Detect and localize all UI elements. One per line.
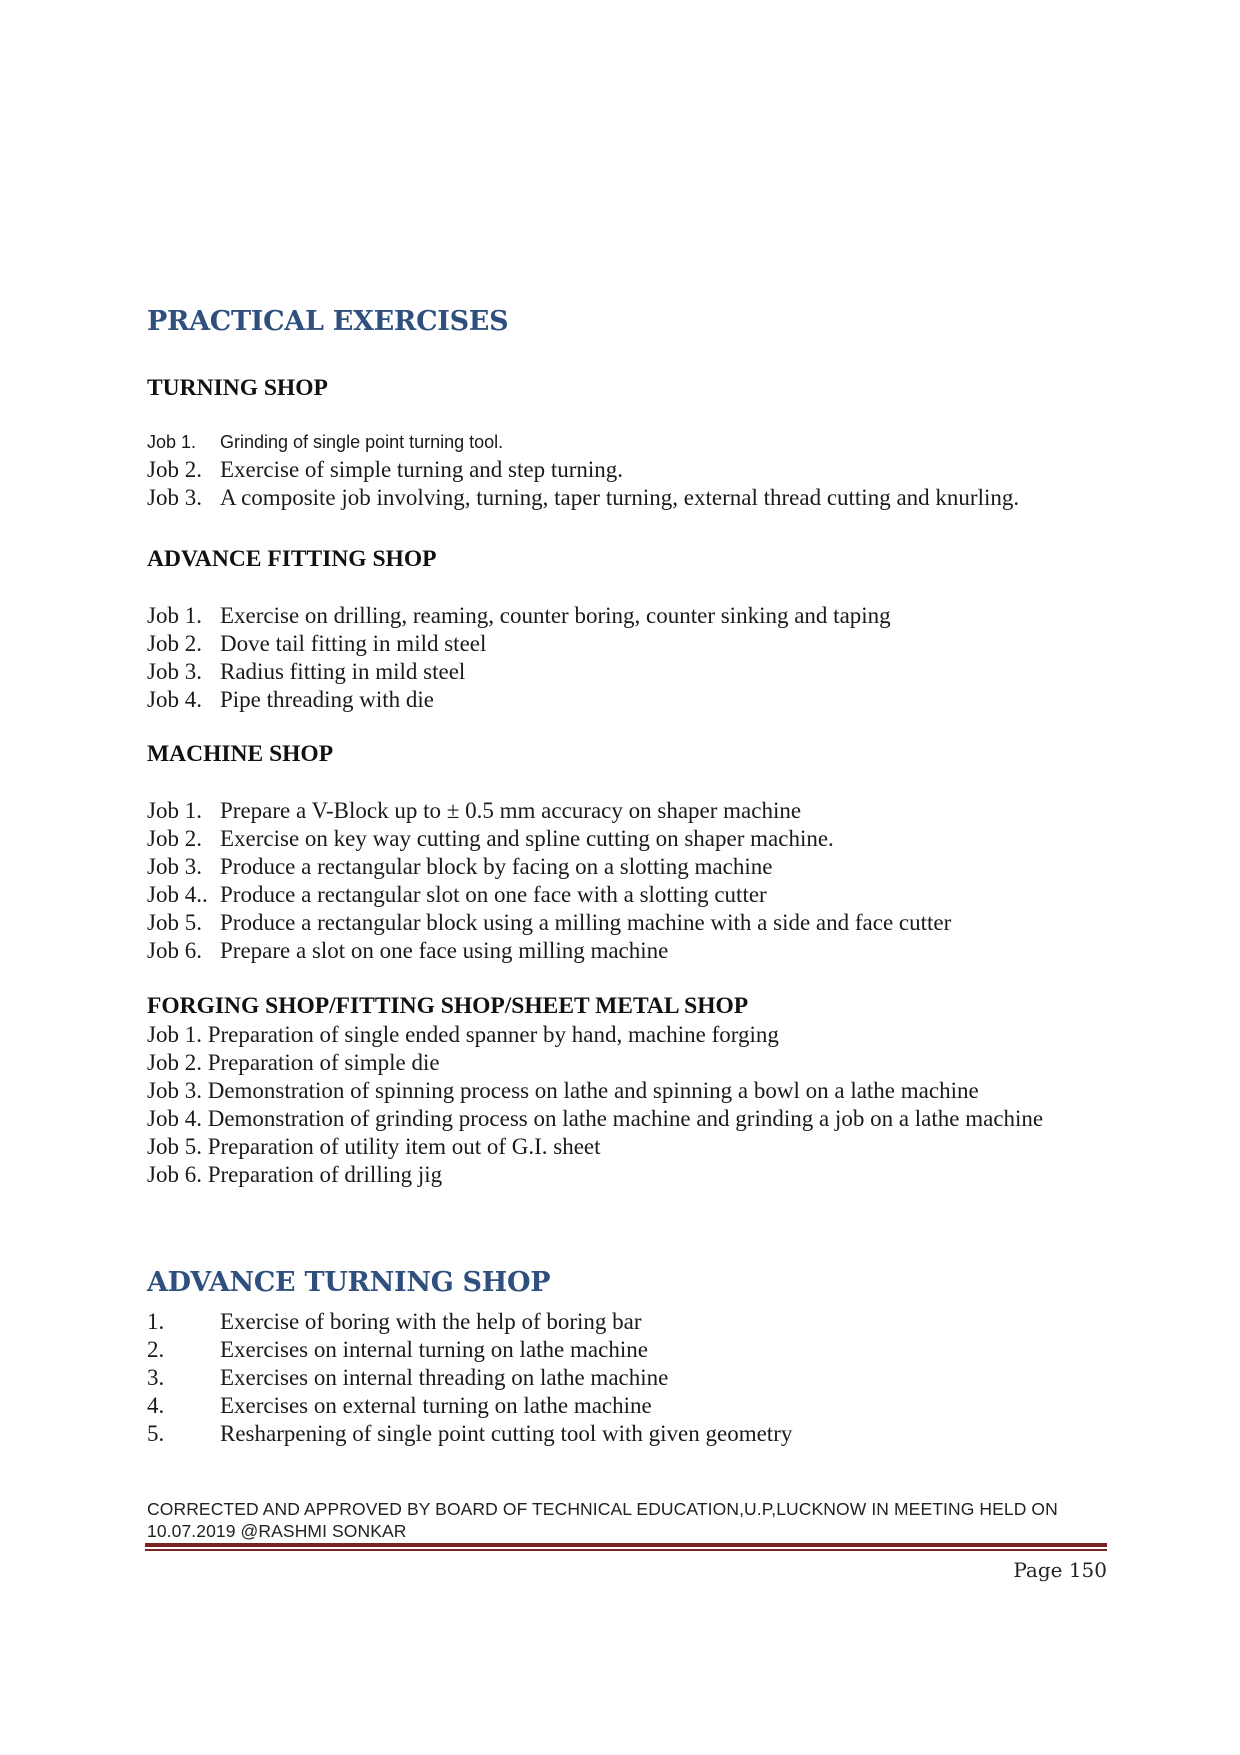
job-text: Pipe threading with die: [220, 687, 434, 712]
job-text: Prepare a slot on one face using milling machine: [220, 938, 669, 963]
job-text: Grinding of single point turning tool.: [220, 432, 504, 452]
forging-shop-list: [147, 1021, 1043, 1189]
job-text: Produce a rectangular block using a milling machine with a side and face cutter: [220, 910, 952, 935]
item-number: 5.: [147, 1421, 165, 1446]
turning-shop-heading: TURNING SHOP: [147, 375, 328, 401]
practical-exercises-heading: PRACTICAL EXERCISES: [147, 306, 509, 337]
job-text: Radius fitting in mild steel: [220, 659, 466, 684]
job-text: Demonstration of grinding process on lathe machine and grinding a job on a lathe machine: [207, 1106, 1044, 1131]
item-number: 1.: [147, 1309, 165, 1334]
job-text: Preparation of drilling jig: [207, 1162, 443, 1187]
job-label: Job 2.: [147, 631, 202, 656]
item-text: Exercises on internal threading on lathe machine: [220, 1365, 669, 1390]
job-label: Job 4.: [147, 687, 202, 712]
list-item: [147, 1077, 1043, 1105]
job-text: Preparation of single ended spanner by hand, machine forging: [207, 1022, 779, 1047]
advance-fitting-shop-heading: ADVANCE FITTING SHOP: [147, 546, 437, 572]
job-text: Preparation of utility item out of G.I. sheet: [207, 1134, 601, 1159]
job-label: Job 4..: [147, 882, 208, 907]
job-label: Job 3.: [147, 485, 202, 510]
footer-approval-note: CORRECTED AND APPROVED BY BOARD OF TECHNICAL EDUCATION,U.P,LUCKNOW IN MEETING HELD ON 10.07.2019 @RASHMI SONKAR: [147, 1499, 1058, 1541]
job-label: Job 6.: [147, 938, 202, 963]
forging-shop-heading: FORGING SHOP/FITTING SHOP/SHEET METAL SHOP: [147, 993, 749, 1019]
job-label: Job 2.: [147, 826, 202, 851]
item-number: 2.: [147, 1337, 165, 1362]
footer-divider-thin: [145, 1549, 1107, 1551]
job-text: Preparation of simple die: [207, 1050, 440, 1075]
job-label: Job 3.: [147, 1078, 208, 1103]
item-text: Exercises on external turning on lathe machine: [220, 1393, 652, 1418]
job-label: Job 1.: [147, 432, 197, 452]
item-text: Exercises on internal turning on lathe machine: [220, 1337, 648, 1362]
job-label: Job 5.: [147, 1134, 208, 1159]
job-text: Dove tail fitting in mild steel: [220, 631, 487, 656]
job-label: Job 1.: [147, 798, 202, 823]
list-item: [147, 1161, 1043, 1189]
job-text: Exercise on drilling, reaming, counter boring, counter sinking and taping: [220, 603, 891, 628]
job-text: Exercise of simple turning and step turning.: [220, 457, 624, 482]
footer-divider: [145, 1543, 1107, 1547]
list-item: [147, 1021, 1043, 1049]
list-item: [147, 1133, 1043, 1161]
job-label: Job 3.: [147, 659, 202, 684]
job-label: Job 3.: [147, 854, 202, 879]
item-text: Exercise of boring with the help of boring bar: [220, 1309, 642, 1334]
job-label: Job 1.: [147, 603, 202, 628]
item-text: Resharpening of single point cutting tool with given geometry: [220, 1421, 793, 1446]
job-text: Demonstration of spinning process on lathe and spinning a bowl on a lathe machine: [207, 1078, 979, 1103]
page-number: Page 150: [1013, 1558, 1107, 1582]
job-label: Job 1.: [147, 1022, 208, 1047]
job-label: Job 2.: [147, 1050, 208, 1075]
job-text: Prepare a V-Block up to ± 0.5 mm accuracy on shaper machine: [220, 798, 802, 823]
job-text: Exercise on key way cutting and spline cutting on shaper machine.: [220, 826, 834, 851]
job-label: Job 2.: [147, 457, 202, 482]
job-text: Produce a rectangular block by facing on a slotting machine: [220, 854, 773, 879]
advance-turning-shop-heading: ADVANCE TURNING SHOP: [147, 1267, 551, 1298]
list-item: [147, 1049, 1043, 1077]
job-text: A composite job involving, turning, taper turning, external thread cutting and knurling.: [220, 485, 1020, 510]
job-label: Job 4.: [147, 1106, 208, 1131]
machine-shop-heading: MACHINE SHOP: [147, 741, 334, 767]
item-number: 3.: [147, 1365, 165, 1390]
job-label: Job 6.: [147, 1162, 208, 1187]
item-number: 4.: [147, 1393, 165, 1418]
job-text: Produce a rectangular slot on one face with a slotting cutter: [220, 882, 767, 907]
list-item: [147, 1105, 1043, 1133]
job-label: Job 5.: [147, 910, 202, 935]
